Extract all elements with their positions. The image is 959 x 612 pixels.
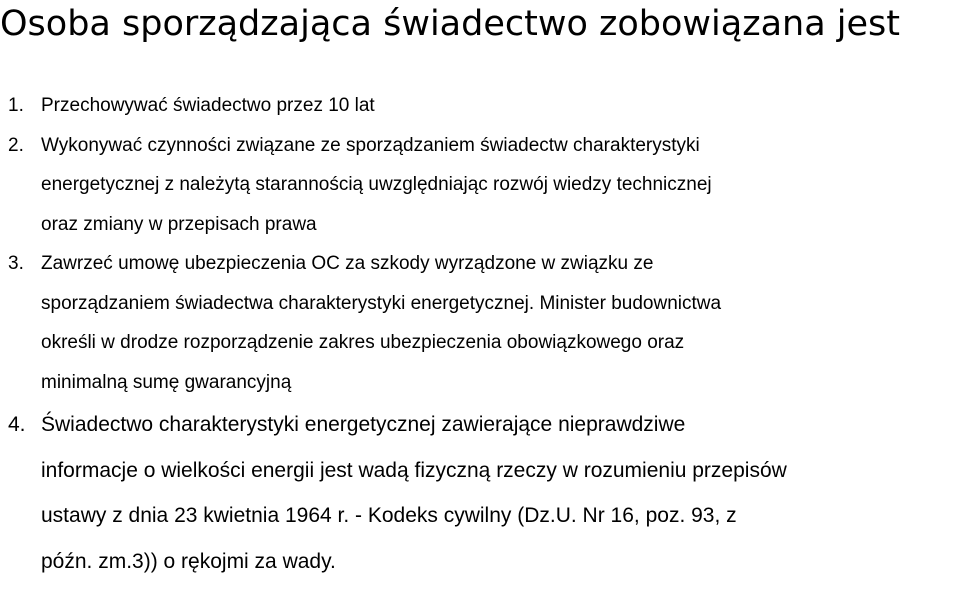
list-item-line: określi w drodze rozporządzenie zakres ubezpieczenia obowiązkowego oraz [41,332,685,353]
obligations-list [8,86,959,584]
list-item-line: Świadectwo charakterystyki energetycznej zawierające nieprawdziwe [41,413,686,436]
list-item-1 [8,86,959,126]
list-item-4 [8,402,959,584]
list-item-line: minimalną sumę gwarancyjną [41,371,292,393]
list-item-line: oraz zmiany w przepisach prawa [41,213,317,235]
list-item-line: energetycznej z należytą starannością uwzględniając rozwój wiedzy technicznej [41,174,712,195]
list-item-number: 2. [8,134,24,156]
list-item-line: sporządzaniem świadectwa charakterystyki energetycznej. Minister budownictwa [41,292,722,314]
slide-title: Osoba sporządzająca świadectwo zobowiązana jest [0,4,901,44]
list-item-line: późn. zm.3)) o rękojmi za wady. [41,549,336,573]
list-item-line: Wykonywać czynności związane ze sporządzaniem świadectw charakterystyki [41,134,700,156]
list-item-text: Przechowywać świadectwo przez 10 lat [41,95,375,116]
list-item-number: 3. [8,253,24,274]
list-item-number: 4. [8,413,26,436]
list-item-2 [8,126,959,245]
list-item-line: Zawrzeć umowę ubezpieczenia OC za szkody wyrządzone w związku ze [41,253,654,274]
list-item-line: informacje o wielkości energii jest wadą fizyczną rzeczy w rozumieniu przepisów [41,458,787,482]
list-item-number: 1. [8,95,24,116]
list-item-3 [8,244,959,402]
list-item-line: ustawy z dnia 23 kwietnia 1964 r. - Kodeks cywilny (Dz.U. Nr 16, poz. 93, z [41,504,737,527]
